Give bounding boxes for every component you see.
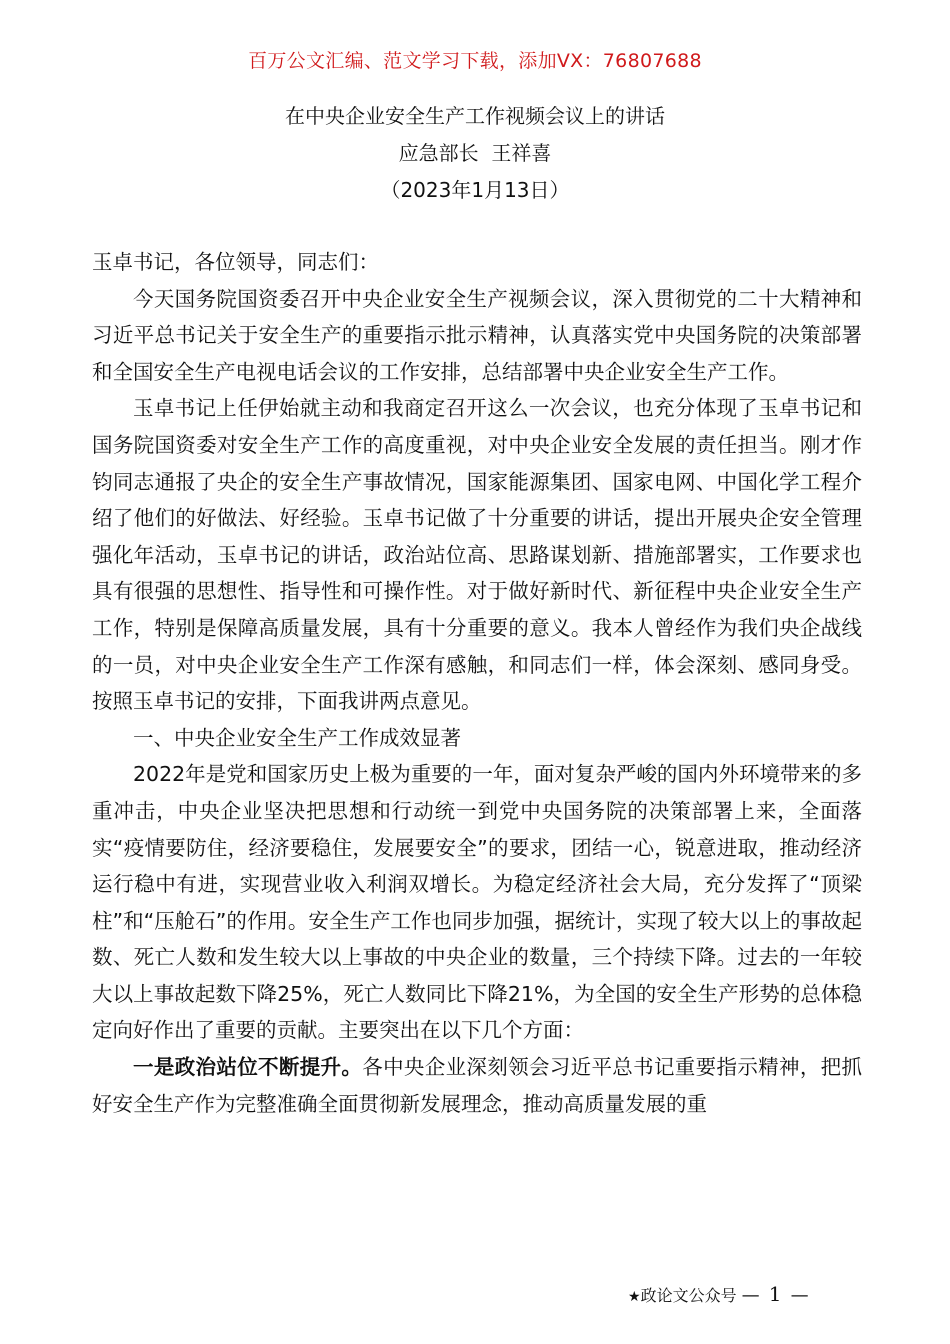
salutation: 玉卓书记，各位领导，同志们： xyxy=(92,250,379,274)
point-lead: 一是政治站位不断提升。 xyxy=(133,1055,363,1080)
page-footer xyxy=(628,1282,809,1306)
section-heading: 一、中央企业安全生产工作成效显著 xyxy=(133,725,461,750)
title-block xyxy=(0,98,950,209)
footer-dash-right: — xyxy=(790,1285,809,1306)
speech-date: （2023年1月13日） xyxy=(380,178,570,202)
footer-source: 政论文公众号 xyxy=(640,1286,737,1305)
paragraph: 2022年是党和国家历史上极为重要的一年，面对复杂严峻的国内外环境带来的多重冲击，中央企业坚决把思想和行动统一到党中央国务院的决策部署上来，全面落实“疫情要防住，经济要稳住，发展要安全”的要求，团结一心，锐意进取，推动经济运行稳中有进，实现营业收入利润双增长。为稳定经济社会大局，充分发挥了“顶梁柱”和“压舱石”的作用。安全生产工作也同步加强，据统计，实现了较大以上的事故起数、死亡人数和发生较大以上事故的中央企业的数量，三个持续下降。过去的一年较大以上事故起数下降25%，死亡人数同比下降21%，为全国的安全生产形势的总体稳定向好作出了重要的贡献。主要突出在以下几个方面： xyxy=(92,762,862,1043)
speech-title: 在中央企业安全生产工作视频会议上的讲话 xyxy=(285,104,665,128)
paragraph: 玉卓书记上任伊始就主动和我商定召开这么一次会议，也充分体现了玉卓书记和国务院国资委对安全生产工作的高度重视，对中央企业安全发展的责任担当。刚才作钧同志通报了央企的安全生产事故情况，国家能源集团、国家电网、中国化学工程介绍了他们的好做法、好经验。玉卓书记做了十分重要的讲话，提出开展央企安全管理强化年活动，玉卓书记的讲话，政治站位高、思路谋划新、措施部署实，工作要求也具有很强的思想性、指导性和可操作性。对于做好新时代、新征程中央企业安全生产工作，特别是保障高质量发展，具有十分重要的意义。我本人曾经作为我们央企战线的一员，对中央企业安全生产工作深有感触，和同志们一样，体会深刻、感同身受。按照玉卓书记的安排，下面我讲两点意见。 xyxy=(92,396,862,714)
promo-banner: 百万公文汇编、范文学习下载，添加VX：76807688 xyxy=(248,50,702,72)
paragraph: 今天国务院国资委召开中央企业安全生产视频会议，深入贯彻党的二十大精神和习近平总书记关于安全生产的重要指示批示精神，认真落实党中央国务院的决策部署和全国安全生产电视电话会议的工作安排，总结部署中央企业安全生产工作。 xyxy=(92,286,862,384)
speech-body xyxy=(92,244,862,1122)
page-number: 1 xyxy=(768,1282,782,1306)
speaker-line: 应急部长 王祥喜 xyxy=(398,141,552,165)
star-icon: ★ xyxy=(628,1289,641,1305)
paragraph xyxy=(92,1049,862,1122)
point-text: 各中央企业深刻领会习近平总书记重要指示精神，把抓好安全生产作为完整准确全面贯彻新发展理念，推动高质量发展的重 xyxy=(92,1055,863,1116)
footer-dash-left: — xyxy=(741,1285,760,1306)
